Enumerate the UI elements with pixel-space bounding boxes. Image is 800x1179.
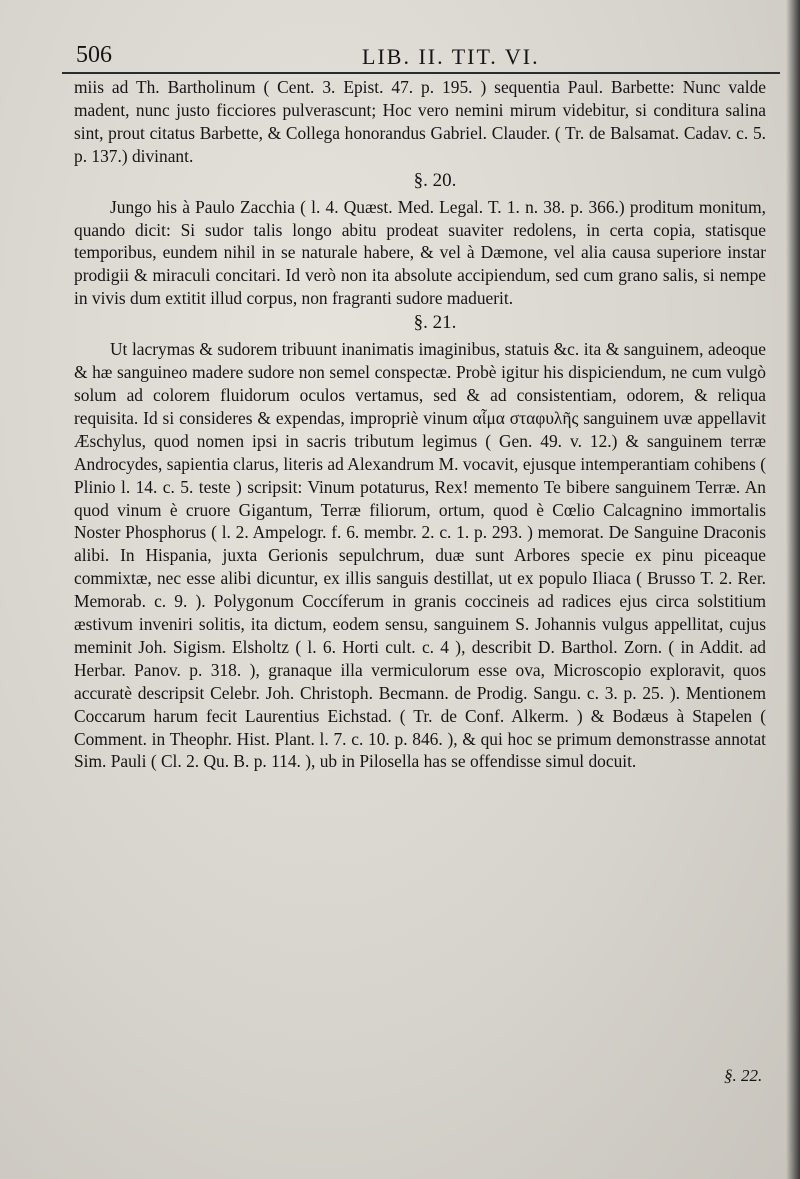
page-edge-shadow	[786, 0, 800, 1179]
section-heading-21: §. 21.	[413, 312, 457, 334]
paragraph-section-21: Ut lacrymas & sudorem tribuunt inanimatis imaginibus, statuis &c. ita & sanguinem, adeoque & hæ sanguineo madere sudore non semel conspectæ. Probè igitur his dispiciendum, ne cum vulgò solum ad colorem fluidorum oculos vertamus, sed & ad consistentiam, odorem, & reliqua requisita. Id si consideres & expendas, impropriè vinum αἷμα σταφυλῆς sanguinem uvæ appellavit Æschylus, quod nomen ipsi in sacris tributum legimus ( Gen. 49. v. 12.) & sanguinem terræ Androcydes, sapientia clarus, literis ad Alexandrum M. vocavit, ejusque intemperantiam cohibens ( Plinio l. 14. c. 5. teste ) scripsit: Vinum potaturus, Rex! memento Te bibere sanguinem Terræ. An quod vinum è cruore Gigantum, Terræ filiorum, ortum, quod è Cœlio Calcagnino immortalis Noster Phosphorus ( l. 2. Ampelogr. f. 6. membr. 2. c. 1. p. 293. ) memorat. De Sanguine Draconis alibi. In Hispania, juxta Gerionis sepulchrum, duæ sunt Arbores specie ex pinu piceaque commixtæ, nec esse alibi dicuntur, ex illis sanguis destillat, ut ex populo Iliaca ( Brusso T. 2. Rer. Memorab. c. 9. ). Polygonum Coccíferum in granis coccineis ad radices ejus circa solstitium æstivum inveniri solitis, ita dictum, eodem sensu, sanguinem S. Johannis vulgus appellitat, cujus meminit Joh. Sigism. Elsholtz ( l. 6. Horti cult. c. 4 ), describit D. Barthol. Zorn. ( in Addit. ad Herbar. Panov. p. 318. ), granaque illa vermiculorum esse ova, Microscopio exploravit, quos accuratè descripsit Celebr. Joh. Christoph. Becmann. de Prodig. Sangu. c. 3. p. 25. ). Mentionem Coccarum harum fecit Laurentius Eichstad. ( Tr. de Conf. Alkerm. ) & Bodæus à Stapelen ( Comment. in Theophr. Hist. Plant. l. 7. c. 10. p. 846. ), & qui hoc se primum demonstrasse annotat Sim. Pauli ( Cl. 2. Qu. B. p. 114. ), ub in Pilosella has se offendisse simul docuit.	[74, 339, 766, 772]
body-text	[74, 76, 766, 773]
paragraph-continuation: miis ad Th. Bartholinum ( Cent. 3. Epist. 47. p. 195. ) sequentia Paul. Barbette: Nunc valde madent, nunc justo ficciores pulverascunt; Hoc vero nemini mirum videbitur, si conditura salina sint, prout citatus Barbette, & Collega honorandus Gabriel. Clauder. ( Tr. de Balsamat. Cadav. c. 5. p. 137.) divinant.	[74, 77, 766, 166]
section-heading-20: §. 20.	[413, 169, 457, 191]
page-number: 506	[76, 42, 112, 68]
running-head: LIB. II. TIT. VI.	[362, 44, 540, 69]
page-header	[62, 38, 780, 72]
header-rule	[62, 72, 780, 74]
catchword: §. 22.	[724, 1066, 763, 1085]
paragraph-section-20: Jungo his à Paulo Zacchia ( l. 4. Quæst. Med. Legal. T. 1. n. 38. p. 366.) proditum monitum, quando dicit: Si sudor talis longo abitu prodeat suaviter redolens, in certa copia, statisque temporibus, eundem nihil in se naturale habere, & vel à Dæmone, vel alia causa superiore instar prodigii & miraculi concitari. Id verò non ita absolute accipiendum, sed cum grano salis, si nempe in vivis dum extitit illud corpus, non fragranti sudore maduerit.	[74, 196, 766, 309]
